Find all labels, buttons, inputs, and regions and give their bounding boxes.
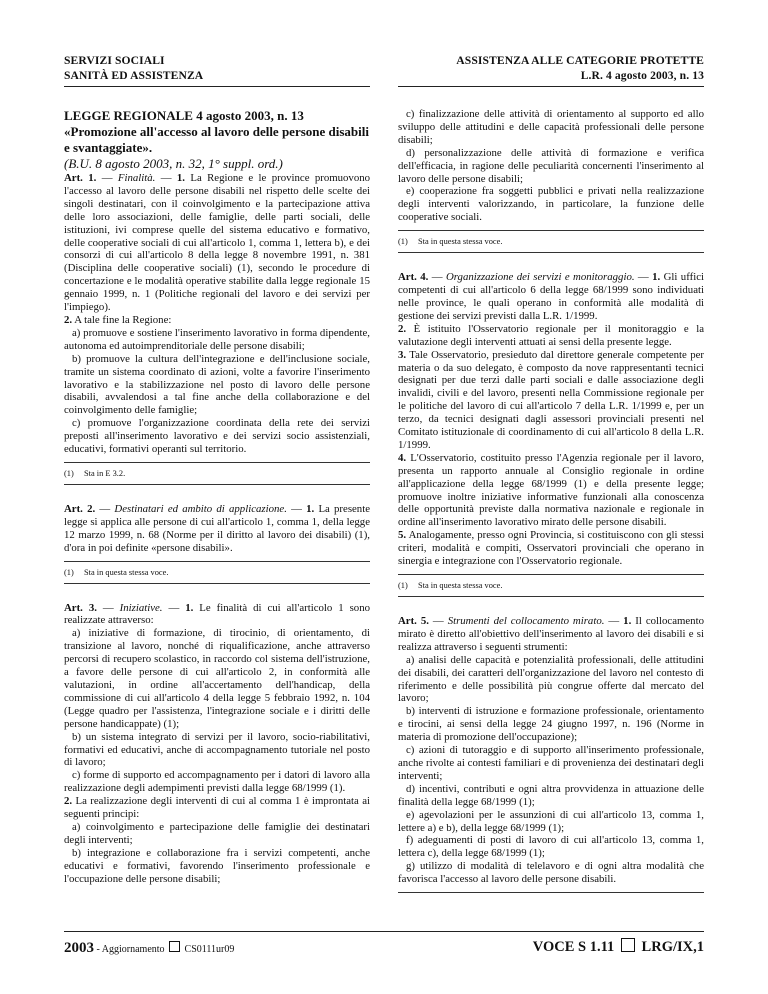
art3-label: Art. 3. <box>64 601 97 614</box>
art1-paragraph1: Art. 1. — Finalità. — 1. La Regione e le province promuovono l'accesso al lavoro delle persone disabili nel rispetto delle scelte dei singoli destinatari, con il coinvolgimento e la partecipazione attiva delle loro associazioni, delle famiglie, delle parti sociali, delle istituzioni, ivi comprese quelle del sistema educativo e formativo, delle cooperative sociali di cui all'articolo 1, comma 1, lettera b), e dei consorzi di cui all'articolo 8 della legge 8 novembre 1991, n. 381 (Disciplina delle cooperative sociali) (1), secondo le procedure di concertazione e le modalità operative stabilite dalla legge regionale 15 gennaio 1999, n. 1 (Politiche regionali del lavoro e dei servizi per l'impiego). <box>64 172 371 314</box>
art4-title: Organizzazione dei servizi e monitoraggio. <box>445 271 635 284</box>
art1-title: Finalità. <box>117 172 156 184</box>
footer-voce: VOCE S 1.11 <box>532 939 615 955</box>
header-right-line1: ASSISTENZA ALLE CATEGORIE PROTETTE <box>456 54 704 67</box>
art3-item2-e: e) cooperazione fra soggetti pubblici e privati nella realizzazione degli interventi valorizzando, in particolare, la funzione delle cooperative sociali. <box>398 185 704 224</box>
art2-fn-num: (1) <box>64 567 74 577</box>
header-rule-left <box>64 86 370 87</box>
art3-item1-b: b) un sistema integrato di servizi per il lavoro, socio-riabilitativi, formativi ed educativi, anche di accompagnamento tutoriale nel posto di lavoro; <box>64 730 370 769</box>
running-header-left <box>64 54 203 83</box>
art2-footnote <box>64 567 370 578</box>
art3-footnote <box>398 236 704 247</box>
footer-year: 2003 <box>64 940 94 956</box>
art1-p1-num: 1. <box>176 172 185 184</box>
art5-label: Art. 5. <box>398 615 429 627</box>
art5-item-a: a) analisi delle capacità e potenzialità professionali, delle attitudini dei disabili, dei caratteri dell'organizzazione del lavoro nel contesto di riferimento e delle possibilità più congrue offerte dal mercato del lavoro; <box>398 653 704 705</box>
art3-item2-a: a) coinvolgimento e partecipazione delle famiglie dei destinatari degli interventi; <box>64 820 370 846</box>
art3-item2-d: d) personalizzazione delle attività di formazione e verifica dell'efficacia, in ragione delle peculiarità concernenti l'inserimento al lavoro delle persone disabili; <box>398 146 704 185</box>
footer-left <box>64 940 234 957</box>
footnote-rule <box>64 561 370 562</box>
art3-item1-c: c) forme di supporto ed accompagnamento per i datori di lavoro alla realizzazione degli adempimenti previsti dalla legge 68/1999 (1). <box>64 769 370 795</box>
art5-title: Strumenti del collocamento mirato. <box>447 615 605 627</box>
art1-paragraph2 <box>64 314 370 327</box>
art3-paragraph2 <box>64 795 370 821</box>
art2-p1-text: La presente legge si applica alle persone di cui all'articolo 1, comma 1, della legge 12 marzo 1999, n. 68 (Norme per il diritto al lavoro dei disabili) (1), d'ora in poi definite «persone disabili». <box>64 502 371 554</box>
art1-fn-text: Sta in E 3.2. <box>84 468 126 478</box>
art5-item-b: b) interventi di istruzione e formazione professionale, orientamento e tirocini, ai sensi della legge 24 giugno 1997, n. 196 (Norme in materia di promozione dell'occupazione); <box>398 705 704 744</box>
art4-paragraph5 <box>398 529 704 568</box>
running-header-right <box>456 54 704 83</box>
art1-footnote <box>64 468 370 479</box>
art3-p1-num: 1. <box>185 601 194 614</box>
art5-item-c: c) azioni di tutoraggio e di supporto all'inserimento professionale, anche rivolte ai contesti familiari e di provenienza dei destinatari degli interventi; <box>398 744 704 782</box>
art4-paragraph2 <box>398 323 704 349</box>
art3-fn-num: (1) <box>398 237 408 247</box>
art3-p1-text: Le finalità di cui all'articolo 1 sono realizzate attraverso: <box>64 601 370 627</box>
art1-fn-num: (1) <box>64 468 74 478</box>
art3-item1-a: a) iniziative di formazione, di tirocinio, di orientamento, di transizione al lavoro, nonché di riqualificazione, anche attraverso percorsi di recupero scolastico, in raccordo col sistema dell'istruzione, a favore delle persone di cui all'articolo 2, in conformità alle valutazioni, in ordine all'accertamento dell'handicap, della commissione di cui all'articolo 4 della legge 5 febbraio 1992, n. 104 (Legge quadro per l'assistenza, l'integrazione sociale e i diritti delle persone handicappate) (1); <box>64 627 370 730</box>
art4-p1-text: Gli uffici competenti di cui all'articolo 6 della legge 68/1999 sono individuati nelle province, le quali operano in conformità alle modalità di gestione dei servizi previsti dalla L.R. 1/1999. <box>398 271 704 322</box>
square-icon <box>169 941 180 952</box>
art3-title: Iniziative. <box>119 601 163 614</box>
header-right-line2: L.R. 4 agosto 2003, n. 13 <box>580 68 704 82</box>
art4-label: Art. 4. <box>398 271 429 284</box>
art2-p1-num: 1. <box>306 502 315 515</box>
footer-rule <box>64 931 704 932</box>
art4-p1-num: 1. <box>652 271 661 284</box>
art3-paragraph1: Art. 3. — Iniziative. — 1. Le finalità di cui all'articolo 1 sono realizzate attraverso: <box>64 601 370 627</box>
art5-p1-text: Il collocamento mirato è diretto all'obiettivo dell'inserimento al lavoro dei disabili e si realizza attraverso i seguenti strumenti: <box>398 615 704 653</box>
law-publication: (B.U. 8 agosto 2003, n. 32, 1° suppl. ord.) <box>64 156 283 171</box>
right-column <box>398 108 704 898</box>
art1-item-c: c) promuove l'organizzazione coordinata della rete dei servizi preposti all'inserimento lavorativo e dei servizi socio assistenziali, educativi, formativi operanti sul territorio. <box>64 417 370 456</box>
square-icon <box>621 938 635 952</box>
footnote-end-rule <box>64 484 370 485</box>
art4-p2-num: 2. <box>398 322 407 335</box>
header-rule-right <box>398 86 704 87</box>
art3-item2-b: b) integrazione e collaborazione fra i servizi competenti, anche educativi e formativi, favorendo l'inserimento professionale e l'occupazione delle persone disabili; <box>64 846 370 885</box>
art4-paragraph1: Art. 4. — Organizzazione dei servizi e monitoraggio. — 1. Gli uffici competenti di cui all'articolo 6 della legge 68/1999 sono individuati nelle province, le quali operano in conformità alle modalità di gestione dei servizi previsti dalla L.R. 1/1999. <box>398 271 704 322</box>
art4-paragraph3 <box>398 349 704 452</box>
footer-update-label: - Aggiornamento <box>96 944 165 955</box>
art1-p2-num: 2. <box>64 313 73 326</box>
art4-p3-text: Tale Osservatorio, presieduto dal direttore generale competente per materia o da suo delegato, è composto da nove rappresentanti tecnici designati per due terzi dalle parti sociali e dalle associazione degli invalidi, civili e del lavoro, presenti nella Commissione regionale per le politiche del lavoro di cui all'articolo 7 della L.R. 1/1999 e, per un terzo, da tecnici designati dagli assessori provinciali presenti nel Comitato istituzionale di coordinamento di cui all'articolo 8 della L.R. 1/1999. <box>398 348 704 451</box>
art5-item-e: e) agevolazioni per le assunzioni di cui all'articolo 13, comma 1, lettere a) e b), della legge 68/1999 (1); <box>398 808 704 834</box>
footnote-end-rule <box>64 583 370 584</box>
art2-paragraph1: Art. 2. — Destinatari ed ambito di applicazione. — 1. La presente legge si applica alle persone di cui all'articolo 1, comma 1, della legge 12 marzo 1999, n. 68 (Norme per il diritto al lavoro dei disabili) (1), d'ora in poi definite «persone disabili». <box>64 502 371 554</box>
art4-p4-num: 4. <box>398 451 407 464</box>
law-title: LEGGE REGIONALE 4 agosto 2003, n. 13 «Promozione all'accesso al lavoro delle persone disabili e svantaggiate». <box>64 108 369 155</box>
art4-p3-num: 3. <box>398 348 407 361</box>
art1-p2-text: A tale fine la Regione: <box>74 313 172 326</box>
art2-fn-text: Sta in questa stessa voce. <box>84 567 169 577</box>
art4-fn-num: (1) <box>398 581 408 590</box>
art5-item-f: f) adeguamenti di posti di lavoro di cui all'articolo 13, comma 1, lettera c), della legge 68/1999 (1); <box>398 834 704 860</box>
footnote-end-rule <box>398 252 704 253</box>
art4-fn-text: Sta in questa stessa voce. <box>418 581 503 590</box>
art3-p2-text: La realizzazione degli interventi di cui al comma 1 è improntata ai seguenti principi: <box>64 795 370 821</box>
footnote-rule <box>64 462 370 463</box>
art1-label: Art. 1. <box>64 172 97 184</box>
art3-fn-text: Sta in questa stessa voce. <box>418 237 503 247</box>
art4-p5-num: 5. <box>398 529 407 542</box>
art1-p1-text: La Regione e le province promuovono l'accesso al lavoro delle persone disabili nel rispetto delle scelte dei singoli destinatari, con il coinvolgimento e la partecipazione attiva delle loro associazioni, delle famiglie, delle parti sociali, delle istituzioni, ivi comprese quelle del sistema educativo e formativo, delle cooperative sociali di cui all'articolo 1, comma 1, lettera b), e dei consorzi di cui all'articolo 8 della legge 8 novembre 1991, n. 381 (Disciplina delle cooperative sociali) (1), secondo le procedure di concertazione e le modalità operative stabilite dalla legge regionale 15 gennaio 1999, n. 1 (Politiche regionali del lavoro e dei servizi per l'impiego). <box>64 172 371 314</box>
footnote-rule <box>398 230 704 231</box>
footer-lrg: LRG/IX,1 <box>641 939 704 955</box>
art5-paragraph1: Art. 5. — Strumenti del collocamento mirato. — 1. Il collocamento mirato è diretto all'obiettivo dell'inserimento al lavoro dei disabili e si realizza attraverso i seguenti strumenti: <box>398 615 704 653</box>
footnote-rule <box>398 574 704 575</box>
art3-p2-num: 2. <box>64 795 73 808</box>
footer-code: CS0111ur09 <box>184 944 235 955</box>
art3-item2-c: c) finalizzazione delle attività di orientamento al supporto ed allo sviluppo delle attitudini e delle capacità professionali delle persone disabili; <box>398 108 704 146</box>
art5-p1-num: 1. <box>623 615 632 627</box>
art2-title: Destinatari ed ambito di applicazione. <box>114 502 287 515</box>
art4-paragraph4 <box>398 452 704 529</box>
header-left-line1: SERVIZI SOCIALI <box>64 54 165 67</box>
footnote-end-rule <box>398 596 704 597</box>
art5-item-g: g) utilizzo di modalità di telelavoro e di ogni altra modalità che favorisca l'accesso al lavoro delle persone disabili. <box>398 860 704 886</box>
art4-p5-text: Analogamente, presso ogni Provincia, si costituiscono con gli stessi criteri, modalità e compiti, Osservatori provinciali che operano in sinergia e integrazione con l'Osservatorio regionale. <box>398 529 704 568</box>
header-left-line2: SANITÀ ED ASSISTENZA <box>64 68 204 82</box>
art1-item-a: a) promuove e sostiene l'inserimento lavorativo in forma dipendente, autonoma ed autoimprenditoriale delle persone disabili; <box>64 326 370 352</box>
art5-item-d: d) incentivi, contributi e ogni altra provvidenza in attuazione delle finalità della legge 68/1999 (1); <box>398 782 704 808</box>
art4-p4-text: L'Osservatorio, costituito presso l'Agenzia regionale per il lavoro, presenta un rapporto annuale al Consiglio regionale in ordine all'applicazione della legge 68/1999 (1) e della presente legge; promuove inoltre iniziative informative funzionali alla conoscenza delle opportunità previste dalla normativa nazionale e regionale in ordine all'inserimento lavorativo mirato delle persone disabili. <box>398 451 705 529</box>
art2-label: Art. 2. <box>64 502 96 515</box>
art1-item-b: b) promuove la cultura dell'integrazione e dell'inclusione sociale, tramite un sistema coordinato di azioni, volte a favorire l'inserimento lavorativo e la stabilizzazione nel posto di lavoro delle persone disabili, avvalendosi a tal fine anche della collaborazione e del coinvolgimento delle famiglie; <box>64 352 370 417</box>
column-end-rule <box>398 892 704 893</box>
footer-right <box>533 938 704 956</box>
art4-footnote <box>398 580 704 591</box>
art4-p2-text: È istituito l'Osservatorio regionale per il monitoraggio e la valutazione degli interventi attuati ai sensi della presente legge. <box>398 322 704 348</box>
left-column <box>64 108 370 886</box>
